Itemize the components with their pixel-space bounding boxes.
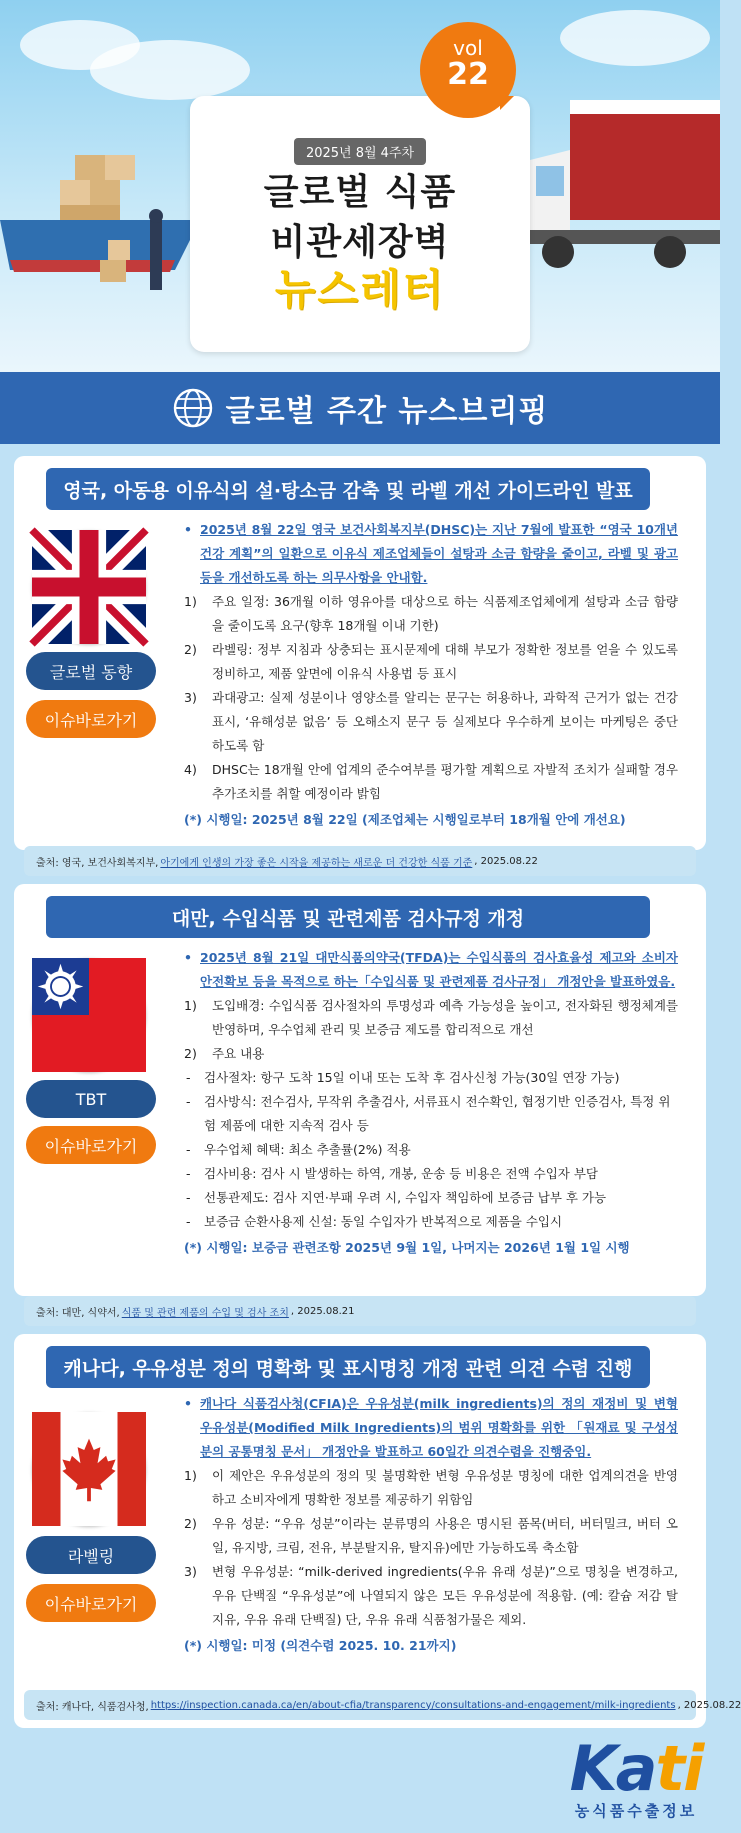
list-item: 2) 우유 성분: “우유 성분”이라는 분류명의 사용은 명시된 품목(버터, 버터밀크, 버터 오일, 유지방, 크림, 전유, 부분탈지유, 탈지유)에만 가능하도록 축소함 xyxy=(184,1516,678,1555)
title-line-1: 글로벌 식품 xyxy=(263,172,457,213)
category-badge[interactable]: TBT xyxy=(26,1080,156,1118)
taiwan-flag-icon xyxy=(32,958,146,1072)
category-badge[interactable]: 글로벌 동향 xyxy=(26,652,156,690)
issue-shortcut-button[interactable]: 이슈바로가기 xyxy=(26,1126,156,1164)
list-item: 3) 변형 우유성분: “milk-derived ingredients(우유 유래 성분)”으로 명칭을 변경하고, 우유 단백질 “우유성분”에 나열되지 않은 모든 우유성분에 적용함. (예: 칼슘 저감 탈지유, 우유 유래 단백질) 단, 우유 유래 식품첨가물은 제외. xyxy=(184,1564,678,1627)
list-item: 4) DHSC는 18개월 안에 업계의 준수여부를 평가할 계획으로 자발적 조치가 실패할 경우 추가조치를 취할 예정이라 밝힘 xyxy=(184,762,678,801)
article-lead-link[interactable]: • 2025년 8월 22일 영국 보건사회복지부(DHSC)는 지난 7월에 발표한 “영국 10개년 건강 계획”의 일환으로 이유식 제조업체들이 설탕과 소금 함량을 줄이고, 라벨 및 광고 등을 개선하도록 하는 의무사항을 안내함. xyxy=(184,518,678,590)
sub-item: - 검사비용: 검사 시 발생하는 하역, 개봉, 운송 등 비용은 전액 수입자 부담 xyxy=(184,1162,678,1186)
article-title: 캐나다, 우유성분 정의 명확화 및 표시명칭 개정 관련 의견 수렴 진행 xyxy=(46,1346,650,1388)
source-line: 출처: 대만, 식약서, 식품 및 관련 제품의 수입 및 검사 조치 , 2025.08.21 xyxy=(24,1296,696,1326)
list-item: 3) 과대광고: 실제 성분이나 영양소를 알리는 문구는 허용하나, 과학적 근거가 없는 건강표시, ‘유해성분 없음’ 등 오해소지 문구 등 실제보다 우수하게 보이는 마케팅은 중단하도록 함 xyxy=(184,690,678,753)
article-lead-link[interactable]: • 2025년 8월 21일 대만식품의약국(TFDA)는 수입식품의 검사효율성 제고와 소비자 안전확보 등을 목적으로 하는「수입식품 및 관련제품 검사규정」 개정안을 발표하였음. xyxy=(184,946,678,994)
list-item: 1) 주요 일정: 36개월 이하 영유아를 대상으로 하는 식품제조업체에게 설탕과 소금 함량을 줄이도록 요구(향후 18개월 이내 기한) xyxy=(184,594,678,633)
source-line: 출처: 캐나다, 식품검사청, https://inspection.canada.ca/en/about-cfia/transparency/consultations-and-engagement/milk-ingredients , 2025.08.22 xyxy=(24,1690,696,1720)
hero-banner xyxy=(0,0,720,372)
effective-date-note: (*) 시행일: 2025년 8월 22일 (제조업체는 시행일로부터 18개월 안에 개선요) xyxy=(184,812,626,827)
issue-shortcut-button[interactable]: 이슈바로가기 xyxy=(26,1584,156,1622)
source-link[interactable]: https://inspection.canada.ca/en/about-cfia/transparency/consultations-and-engagement/milk-ingredients xyxy=(150,1699,676,1711)
source-link[interactable]: 아기에게 인생의 가장 좋은 시작을 제공하는 새로운 더 건강한 식품 기준 xyxy=(160,857,473,869)
uk-flag-icon xyxy=(32,530,146,644)
section-title: 글로벌 주간 뉴스브리핑 xyxy=(225,394,549,429)
source-line: 출처: 영국, 보건사회복지부, 아기에게 인생의 가장 좋은 시작을 제공하는 새로운 더 건강한 식품 기준 , 2025.08.22 xyxy=(24,846,696,876)
article-body xyxy=(184,1392,678,1658)
globe-icon xyxy=(172,387,214,429)
issue-date-badge: 2025년 8월 4주차 xyxy=(294,138,426,165)
canada-flag-icon xyxy=(32,1412,146,1526)
truck-illustration xyxy=(530,90,720,290)
cloud xyxy=(560,10,710,66)
list-item: 2) 라벨링: 정부 지침과 상충되는 표시문제에 대해 부모가 정확한 정보를 얻을 수 있도록 정비하고, 제품 앞면에 이유식 사용법 등 표시 xyxy=(184,642,678,681)
cargo-ship-illustration xyxy=(0,150,200,300)
effective-date-note: (*) 시행일: 미정 (의견수렴 2025. 10. 21까지) xyxy=(184,1638,457,1653)
volume-number: 22 xyxy=(447,57,489,92)
category-badge[interactable]: 라벨링 xyxy=(26,1536,156,1574)
sub-item: - 보증금 순환사용제 신설: 동일 수입자가 반복적으로 제품을 수입시 xyxy=(184,1210,678,1234)
effective-date-note: (*) 시행일: 보증금 관련조항 2025년 9월 1일, 나머지는 2026년 1월 1일 시행 xyxy=(184,1240,630,1255)
logo-wordmark: Kati xyxy=(569,1732,703,1805)
volume-badge-tail xyxy=(500,96,514,110)
article-lead-link[interactable]: • 캐나다 식품검사청(CFIA)은 우유성분(milk ingredients)의 정의 재정비 및 변형 우유성분(Modified Milk Ingredients)의 범위 명확화를 위한 「원재료 및 구성성분의 공통명칭 문서」 개정안을 발표하고 60일간 의견수렴을 진행중임. xyxy=(184,1392,678,1464)
list-item: 1) 이 제안은 우유성분의 정의 및 불명확한 변형 우유성분 명칭에 대한 업계의견을 반영하고 소비자에게 명확한 정보를 제공하기 위함임 xyxy=(184,1468,678,1507)
newsletter-title-card xyxy=(190,96,530,352)
issue-shortcut-button[interactable]: 이슈바로가기 xyxy=(26,700,156,738)
list-item: 2) 주요 내용 xyxy=(184,1046,265,1061)
logo-subtitle: 농식품수출정보 xyxy=(574,1802,698,1820)
article-title: 영국, 아동용 이유식의 설·탕소금 감축 및 라벨 개선 가이드라인 발표 xyxy=(46,468,650,510)
sub-item: - 검사방식: 전수검사, 무작위 추출검사, 서류표시 전수확인, 협정기반 인증검사, 특정 위험 제품에 대한 지속적 검사 등 xyxy=(184,1090,678,1138)
sub-item: - 검사절차: 항구 도착 15일 이내 또는 도착 후 검사신청 가능(30일 연장 가능) xyxy=(184,1066,678,1090)
volume-label: vol xyxy=(453,36,483,60)
title-line-2: 비관세장벽 xyxy=(270,222,450,263)
article-body xyxy=(184,946,678,1260)
article-body xyxy=(184,518,678,832)
cloud xyxy=(90,40,250,100)
title-line-3: 뉴스레터 xyxy=(274,265,446,314)
kati-logo xyxy=(566,1732,706,1826)
section-header xyxy=(0,372,720,444)
source-link[interactable]: 식품 및 관련 제품의 수입 및 검사 조치 xyxy=(121,1307,289,1319)
list-item: 1) 도입배경: 수입식품 검사절차의 투명성과 예측 가능성을 높이고, 전자화된 행정체계를 반영하며, 우수업체 관리 및 보증금 제도를 합리적으로 개선 xyxy=(184,998,678,1037)
sub-item: - 선통관제도: 검사 지연·부패 우려 시, 수입자 책임하에 보증금 납부 후 가능 xyxy=(184,1186,678,1210)
article-title: 대만, 수입식품 및 관련제품 검사규정 개정 xyxy=(46,896,650,938)
sub-item: - 우수업체 혜택: 최소 추출률(2%) 적용 xyxy=(184,1138,678,1162)
